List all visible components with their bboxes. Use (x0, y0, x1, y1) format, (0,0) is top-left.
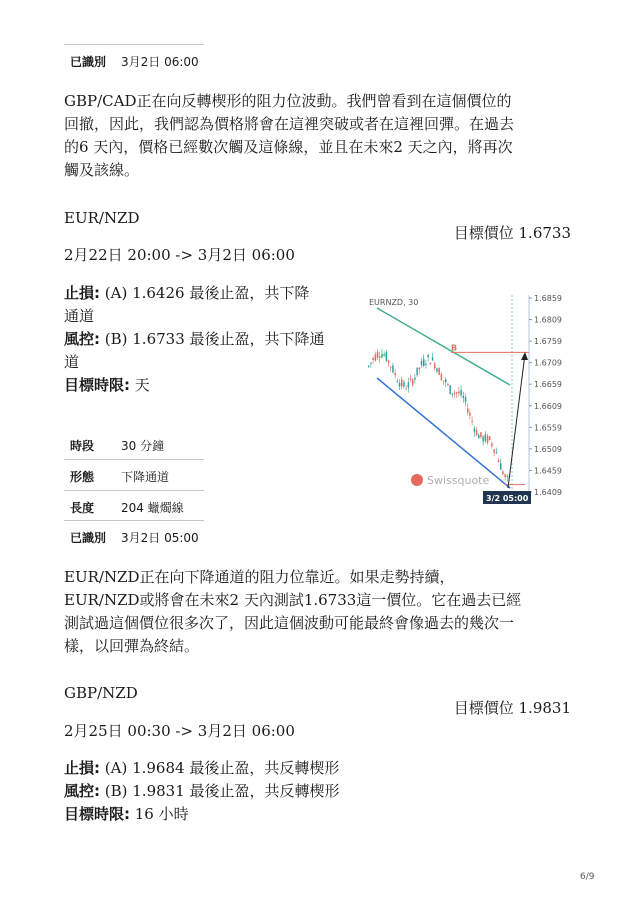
point-b-label: B (451, 343, 458, 353)
candle-body (405, 389, 407, 390)
eurnzd-target-price: 目標價位 1.6733 (453, 224, 571, 242)
y-tick-label: 1.6609 (534, 401, 562, 411)
gbpcad-paragraph (64, 90, 514, 182)
candle-body (463, 396, 465, 398)
info-row-pattern (64, 460, 204, 490)
candle-body (390, 367, 392, 368)
candle-body (445, 379, 447, 382)
candle-body (438, 368, 440, 375)
candle-body (379, 356, 381, 357)
candle-body (467, 409, 469, 413)
candle-body (447, 384, 449, 385)
stop-loss-value: (A) 1.9684 最後止盈，共反轉楔形 (100, 759, 340, 777)
horizon-label: 目標時限: (64, 805, 130, 823)
candle-body (491, 444, 493, 447)
candle-body (502, 471, 504, 474)
candle-body (498, 460, 500, 462)
candle-body (372, 358, 374, 360)
candle-body (408, 382, 410, 387)
candle-body (414, 378, 416, 380)
paragraph-line: EUR/NZD或將會在未來2 天內測試1.6733這一價位。它在過去已經 (64, 591, 522, 609)
info-value: 3月2日 05:00 (121, 531, 199, 545)
candle-body (487, 436, 489, 443)
candle-body (394, 373, 396, 375)
gbpnzd-pair-title: GBP/NZD (64, 684, 138, 702)
candle-body (507, 476, 509, 477)
stop-loss-value: (A) 1.6426 最後止盈，共下降 (100, 284, 310, 302)
info-key: 長度 (70, 501, 95, 515)
candle-body (386, 352, 388, 361)
horizon-label: 目標時限: (64, 376, 130, 394)
risk-value: (B) 1.6733 最後止盈，共下降通 (100, 330, 325, 348)
candle-body (493, 449, 495, 452)
paragraph-line: 觸及該線。 (64, 161, 140, 179)
candle-body (375, 354, 377, 360)
candle-body (489, 436, 491, 440)
info-value: 30 分鐘 (121, 439, 165, 453)
candle-body (458, 392, 460, 394)
risk-value: (B) 1.9831 最後止盈，共反轉楔形 (100, 782, 340, 800)
candle-body (416, 368, 418, 375)
candle-body (456, 392, 458, 393)
identified-label: 已識別 (70, 55, 107, 69)
candle-body (480, 432, 482, 437)
candle-body (496, 452, 498, 453)
swissquote-logo-icon (411, 474, 423, 486)
candle-body (392, 365, 394, 372)
y-tick-label: 1.6459 (534, 466, 562, 476)
paragraph-line: 樣，以回彈為終結。 (64, 637, 200, 655)
eurnzd-stop-loss (64, 282, 354, 397)
candle-body (482, 436, 484, 441)
candle-body (423, 359, 425, 366)
y-tick-label: 1.6559 (534, 423, 562, 433)
y-tick-label: 1.6809 (534, 315, 562, 325)
info-key: 形態 (70, 470, 95, 484)
y-tick-label: 1.6709 (534, 358, 562, 368)
gbpnzd-target-price: 目標價位 1.9831 (453, 699, 571, 717)
gbpnzd-period: 2月25日 00:30 -> 3月2日 06:00 (64, 722, 295, 740)
candle-body (410, 379, 412, 380)
candle-body (427, 355, 429, 357)
info-key: 已識別 (70, 531, 107, 545)
candle-body (474, 428, 476, 431)
candle-body (504, 474, 506, 477)
candle-body (434, 363, 436, 368)
candle-body (419, 368, 421, 370)
info-row-length (64, 491, 204, 521)
y-tick-label: 1.6659 (534, 380, 562, 390)
candle-body (500, 463, 502, 469)
paragraph-line: 的6 天內，價格已經數次觸及這條線，並且在未來2 天之內，將再次 (64, 138, 513, 156)
info-row-timeframe (64, 429, 204, 459)
y-tick-label: 1.6509 (534, 444, 562, 454)
paragraph-line: 回撤，因此，我們認為價格將會在這裡突破或者在這裡回彈。在過去 (64, 115, 515, 133)
candle-body (478, 435, 480, 439)
stop-loss-value-cont: 通道 (64, 307, 95, 325)
info-key: 時段 (70, 439, 95, 453)
paragraph-line: 測試過這個價位很多次了，因此這個波動可能最終會像過去的幾次一 (64, 614, 515, 632)
stop-loss-label: 止損: (64, 284, 100, 302)
candle-body (388, 360, 390, 362)
paragraph-line: EUR/NZD正在向下降通道的阻力位靠近。如果走勢持續， (64, 568, 455, 586)
candle-body (441, 374, 443, 380)
candle-body (370, 362, 372, 363)
y-tick-label: 1.6409 (534, 488, 562, 497)
eurnzd-price-chart (365, 290, 577, 506)
chart-watermark: Swissquote (427, 474, 490, 487)
info-value: 204 蠟燭線 (121, 501, 184, 515)
candle-body (383, 354, 385, 355)
identified-value: 3月2日 06:00 (121, 55, 199, 69)
candle-body (399, 383, 401, 387)
page-number: 6/9 (580, 872, 595, 882)
eurnzd-period: 2月22日 20:00 -> 3月2日 06:00 (64, 246, 295, 264)
chart-title: EURNZD, 30 (369, 298, 419, 307)
candle-body (471, 421, 473, 422)
info-row-identified (64, 521, 204, 551)
y-tick-label: 1.6759 (534, 337, 562, 347)
risk-value-cont: 道 (64, 353, 80, 371)
candle-body (381, 354, 383, 357)
candle-body (368, 366, 370, 367)
candle-body (443, 380, 445, 381)
candle-body (397, 381, 399, 382)
candle-body (454, 393, 456, 394)
y-tick-label: 1.6859 (534, 294, 562, 303)
candle-body (425, 364, 427, 365)
risk-label: 風控: (64, 330, 100, 348)
candle-body (377, 352, 379, 358)
candle-body (476, 430, 478, 435)
eurnzd-paragraph (64, 566, 521, 658)
candle-body (449, 385, 451, 394)
info-value: 下降通道 (121, 470, 170, 484)
horizon-value: 天 (130, 376, 150, 394)
stop-loss-label: 止損: (64, 759, 100, 777)
candle-body (469, 413, 471, 416)
candle-body (401, 379, 403, 386)
chart-time-label: 3/2 05:00 (486, 494, 529, 503)
identified-row-top (64, 45, 204, 75)
candle-body (421, 361, 423, 365)
horizon-value: 16 小時 (130, 805, 189, 823)
candle-body (460, 390, 462, 395)
candle-body (465, 397, 467, 402)
paragraph-line: GBP/CAD正在向反轉楔形的阻力位波動。我們曾看到在這個價位的 (64, 92, 512, 110)
risk-label: 風控: (64, 782, 100, 800)
candle-body (485, 434, 487, 440)
candle-body (452, 393, 454, 394)
candle-body (412, 380, 414, 386)
candle-body (432, 357, 434, 360)
candle-body (403, 382, 405, 386)
candle-body (430, 363, 432, 364)
eurnzd-pair-title: EUR/NZD (64, 209, 140, 227)
candle-body (436, 368, 438, 371)
gbpnzd-details (64, 757, 340, 826)
